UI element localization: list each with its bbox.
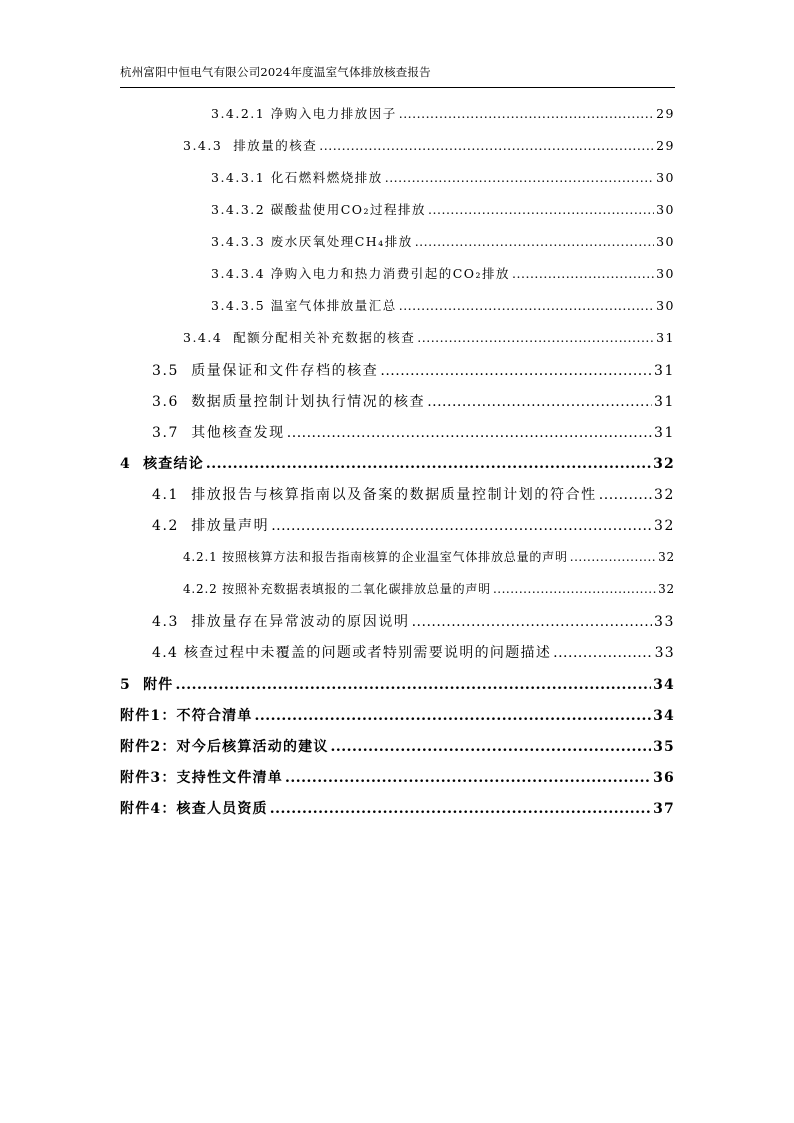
toc-entry[interactable] [183, 580, 675, 597]
toc-page-number: 30 [656, 170, 675, 185]
toc-label: 支持性文件清单 [176, 770, 283, 786]
toc-label: 温室气体排放量汇总 [270, 298, 397, 313]
toc-label: 对今后核算活动的建议 [176, 739, 329, 755]
toc-leader [493, 582, 656, 596]
toc-label: 碳酸盐使用CO₂过程排放 [270, 202, 427, 217]
toc-page-number: 32 [653, 456, 675, 472]
toc-label: 排放量的核查 [233, 138, 318, 153]
toc-page-number: 29 [656, 138, 675, 153]
toc-page-number: 31 [653, 394, 675, 410]
toc-number: 4.1 [152, 487, 180, 503]
toc-page-number: 34 [653, 677, 675, 693]
toc-leader [427, 394, 652, 410]
toc-leader [417, 330, 654, 345]
toc-number: 附件2： [120, 739, 177, 755]
toc-number: 附件4： [120, 801, 177, 817]
toc-number: 附件1： [120, 708, 177, 724]
toc-page-number: 37 [653, 801, 675, 817]
toc-page-number: 34 [653, 708, 675, 724]
toc-entry[interactable] [120, 767, 675, 787]
toc-page-number: 29 [656, 106, 675, 121]
toc-label: 附件 [143, 677, 174, 693]
toc-entry[interactable] [211, 168, 675, 186]
toc-page-number: 33 [654, 645, 675, 661]
toc-label: 排放量声明 [191, 518, 270, 534]
toc-page-number: 33 [653, 614, 675, 630]
toc-number: 3.4.3.5 [211, 298, 266, 313]
toc-leader [206, 456, 651, 472]
toc-label: 核查过程中未覆盖的问题或者特别需要说明的问题描述 [183, 645, 552, 661]
toc-number: 3.4.3.2 [211, 202, 266, 217]
toc-leader [399, 298, 654, 313]
toc-entry[interactable] [120, 705, 675, 725]
toc-number: 4 [120, 456, 131, 472]
toc-entry[interactable] [152, 484, 675, 504]
toc-entry[interactable] [183, 328, 675, 346]
toc-leader [380, 363, 652, 379]
toc-page-number: 32 [658, 550, 675, 564]
toc-entry[interactable] [152, 391, 675, 411]
toc-entry[interactable] [211, 200, 675, 218]
toc-number: 4.2.1 [183, 550, 218, 564]
toc-leader [176, 677, 652, 693]
toc-entry[interactable] [211, 232, 675, 250]
toc-number: 4.2.2 [183, 582, 218, 596]
toc-label: 按照核算方法和报告指南核算的企业温室气体排放总量的声明 [222, 550, 568, 564]
toc-page-number: 35 [653, 739, 675, 755]
toc-number: 3.4.3.1 [211, 170, 266, 185]
toc-page-number: 30 [656, 202, 675, 217]
toc-number: 3.4.3.3 [211, 234, 266, 249]
toc-page-number: 30 [656, 234, 675, 249]
toc-page-number: 30 [656, 266, 675, 281]
toc-page-number: 31 [653, 363, 675, 379]
toc-label: 净购入电力和热力消费引起的CO₂排放 [270, 266, 511, 281]
toc-leader [319, 138, 654, 153]
toc-page-number: 31 [656, 330, 675, 345]
toc-label: 质量保证和文件存档的核查 [191, 363, 379, 379]
toc-leader [331, 739, 652, 755]
toc-entry[interactable] [152, 422, 675, 442]
toc-label: 化石燃料燃烧排放 [270, 170, 383, 185]
toc-leader [512, 266, 654, 281]
toc-entry[interactable] [183, 548, 675, 565]
toc-label: 废水厌氧处理CH₄排放 [270, 234, 413, 249]
toc-number: 附件3： [120, 770, 177, 786]
toc-entry[interactable] [211, 104, 675, 122]
toc-entry[interactable] [152, 642, 675, 662]
toc-leader [285, 770, 651, 786]
toc-leader [415, 234, 654, 249]
toc-page-number: 32 [653, 518, 675, 534]
toc-label: 数据质量控制计划执行情况的核查 [191, 394, 426, 410]
toc-label: 其他核查发现 [191, 425, 285, 441]
toc-entry[interactable] [211, 296, 675, 314]
toc-entry[interactable] [152, 360, 675, 380]
toc-label: 排放量存在异常波动的原因说明 [191, 614, 410, 630]
toc-label: 核查结论 [143, 456, 204, 472]
toc-leader [271, 518, 652, 534]
toc-page-number: 32 [658, 582, 675, 596]
toc-leader [553, 645, 652, 661]
toc-entry[interactable] [120, 453, 675, 473]
toc-page-number: 32 [653, 487, 675, 503]
toc-number: 3.4.2.1 [211, 106, 266, 121]
toc-entry[interactable] [120, 798, 675, 818]
toc-number: 5 [120, 677, 131, 693]
toc-number: 4.3 [152, 614, 180, 630]
toc-number: 3.4.3 [183, 138, 223, 153]
toc-leader [385, 170, 654, 185]
toc-leader [412, 614, 652, 630]
toc-leader [255, 708, 652, 724]
toc-leader [287, 425, 652, 441]
toc-entry[interactable] [152, 515, 675, 535]
toc-page-number: 36 [653, 770, 675, 786]
toc-label: 排放报告与核算指南以及备案的数据质量控制计划的符合性 [191, 487, 597, 503]
toc-page-number: 30 [656, 298, 675, 313]
toc-page-number: 31 [653, 425, 675, 441]
toc-entry[interactable] [211, 264, 675, 282]
toc-label: 净购入电力排放因子 [270, 106, 397, 121]
toc-number: 3.7 [152, 425, 180, 441]
toc-number: 3.4.4 [183, 330, 223, 345]
toc-label: 核查人员资质 [176, 801, 268, 817]
toc-entry[interactable] [120, 674, 675, 694]
toc-label: 配额分配相关补充数据的核查 [233, 330, 416, 345]
toc-entry[interactable] [120, 736, 675, 756]
toc-leader [428, 202, 654, 217]
toc-label: 不符合清单 [176, 708, 253, 724]
toc-entry[interactable] [183, 136, 675, 154]
toc-number: 4.2 [152, 518, 180, 534]
page-header: 杭州富阳中恒电气有限公司2024年度温室气体排放核查报告 [120, 65, 431, 79]
toc-leader [599, 487, 652, 503]
toc-number: 3.5 [152, 363, 180, 379]
toc-leader [270, 801, 651, 817]
toc-entry[interactable] [152, 611, 675, 631]
toc-number: 3.4.3.4 [211, 266, 266, 281]
toc-number: 4.4 [152, 645, 179, 661]
toc-label: 按照补充数据表填报的二氧化碳排放总量的声明 [222, 582, 491, 596]
toc-leader [399, 106, 654, 121]
toc-number: 3.6 [152, 394, 180, 410]
toc-leader [570, 550, 656, 564]
